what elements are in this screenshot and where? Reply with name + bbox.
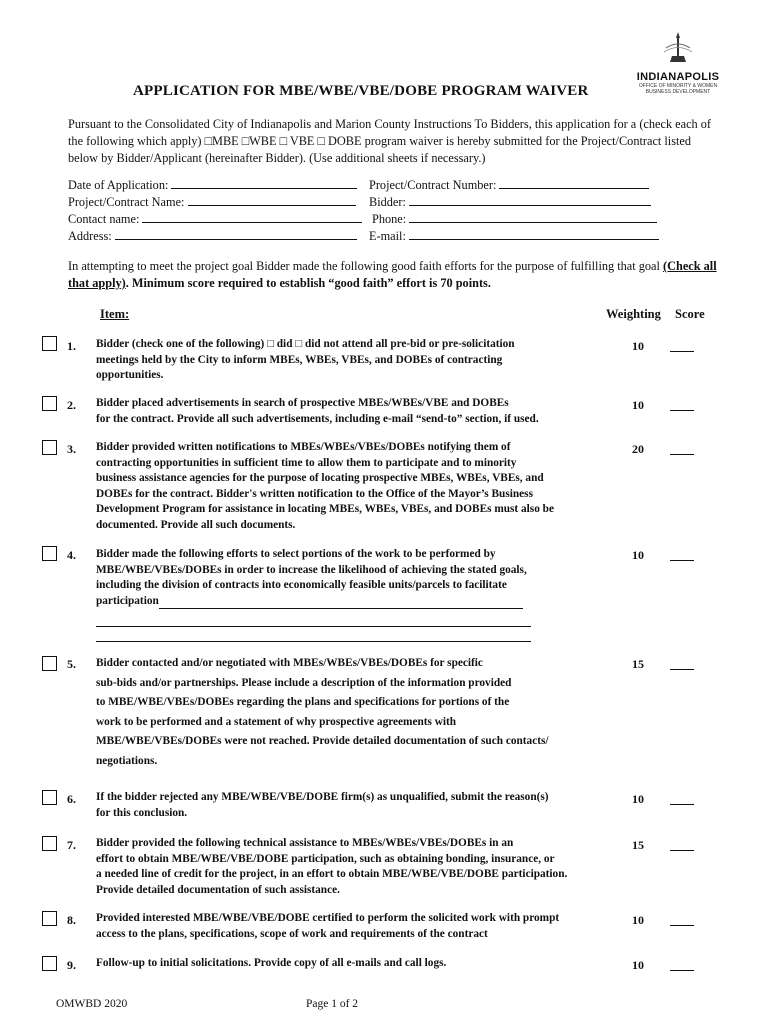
item-3-line: documented. Provide all such documents. bbox=[96, 518, 296, 531]
item-9-checkbox[interactable] bbox=[42, 956, 57, 971]
item-6-line: for this conclusion. bbox=[96, 806, 188, 819]
goal-statement bbox=[68, 258, 723, 292]
item-6-number: 6. bbox=[67, 792, 76, 806]
logo-brand: INDIANAPOLIS bbox=[636, 71, 720, 83]
project-number-blank[interactable] bbox=[499, 178, 649, 189]
project-name-label: Project/Contract Name: bbox=[68, 195, 185, 209]
item-5-text bbox=[96, 654, 616, 771]
item-1-line: meetings held by the City to inform MBEs, WBEs, VBEs, and DOBEs of contracting bbox=[96, 353, 503, 366]
participation-blank[interactable] bbox=[159, 596, 523, 609]
participation-blank-lines[interactable] bbox=[96, 612, 531, 642]
item-3-line: DOBEs for the contract. Bidder's written notification to the Office of the Mayor’s Business bbox=[96, 487, 533, 500]
item-7-line: a needed line of credit for the project, in an effort to obtain MBE/WBE/VBE/DOBE participation. bbox=[96, 868, 568, 880]
item-1-score-blank[interactable] bbox=[670, 351, 694, 352]
participation-blank[interactable] bbox=[96, 612, 531, 627]
item-4-line: Bidder made the following efforts to select portions of the work to be performed by bbox=[96, 548, 496, 560]
address-blank[interactable] bbox=[115, 229, 357, 240]
phone-field[interactable] bbox=[372, 212, 657, 227]
address-field[interactable] bbox=[68, 229, 357, 244]
item-6-score-blank[interactable] bbox=[670, 804, 694, 805]
item-8-number: 8. bbox=[67, 913, 76, 927]
item-4-score-blank[interactable] bbox=[670, 560, 694, 561]
item-5-line: work to be performed and a statement of why prospective agreements with bbox=[96, 715, 457, 728]
score-column-header: Score bbox=[675, 307, 705, 321]
contact-label: Contact name: bbox=[68, 212, 140, 226]
item-6-text bbox=[96, 790, 616, 821]
project-name-field[interactable] bbox=[68, 195, 356, 210]
bidder-label: Bidder: bbox=[369, 195, 406, 209]
item-3-number: 3. bbox=[67, 442, 76, 456]
phone-blank[interactable] bbox=[409, 212, 657, 223]
email-label: E-mail: bbox=[369, 229, 406, 243]
item-4-text bbox=[96, 547, 616, 609]
item-8-score-blank[interactable] bbox=[670, 925, 694, 926]
item-5-checkbox[interactable] bbox=[42, 656, 57, 671]
item-8-line: access to the plans, specifications, scope of work and requirements of the contract bbox=[96, 927, 488, 940]
phone-label: Phone: bbox=[372, 212, 407, 226]
item-4-line: including the division of contracts into economically feasible units/parcels to facilitate bbox=[96, 579, 507, 591]
email-blank[interactable] bbox=[409, 229, 659, 240]
address-label: Address: bbox=[68, 229, 112, 243]
item-1-text bbox=[96, 337, 616, 384]
item-1-number: 1. bbox=[67, 339, 76, 353]
indianapolis-logo bbox=[628, 30, 728, 100]
item-7-weight: 15 bbox=[632, 838, 644, 852]
item-2-text bbox=[96, 396, 616, 427]
intro-paragraph: Pursuant to the Consolidated City of Indianapolis and Marion County Instructions To Bidders, this application for a (check each of the following which apply) □MBE □WBE □ VBE □ DOBE program waiver is hereby submitted for the Project/Contract listed below by Bidder/Applicant (hereinafter Bidder). (Use additional sheets if necessary.) bbox=[68, 117, 712, 165]
item-9-line: Follow-up to initial solicitations. Provide copy of all e-mails and call logs. bbox=[96, 957, 447, 969]
item-5-line: Bidder contacted and/or negotiated with MBEs/WBEs/VBEs/DOBEs for specific bbox=[96, 657, 483, 669]
item-3-weight: 20 bbox=[632, 442, 644, 456]
item-5-score-blank[interactable] bbox=[670, 669, 694, 670]
monument-icon bbox=[658, 30, 698, 64]
item-2-line: Bidder placed advertisements in search of prospective MBEs/WBEs/VBE and DOBEs bbox=[96, 397, 509, 409]
goal-text: In attempting to meet the project goal Bidder made the following good faith efforts for the purpose of fulfilling that goal bbox=[68, 259, 660, 273]
date-label: Date of Application: bbox=[68, 178, 169, 192]
item-4-line: MBE/WBE/VBEs/DOBEs in order to increase the likelihood of achieving the stated goals, bbox=[96, 563, 527, 576]
item-3-line: Development Program for assistance in locating MBEs, WBEs, VBEs, and DOBEs must also be bbox=[96, 503, 554, 515]
item-5-line: MBE/WBE/VBEs/DOBEs were not reached. Provide detailed documentation of such contacts/ bbox=[96, 735, 549, 747]
email-field[interactable] bbox=[369, 229, 659, 244]
item-7-number: 7. bbox=[67, 838, 76, 852]
item-2-number: 2. bbox=[67, 398, 76, 412]
item-3-line: Bidder provided written notifications to MBEs/WBEs/VBEs/DOBEs notifying them of bbox=[96, 441, 511, 453]
item-5-weight: 15 bbox=[632, 657, 644, 671]
logo-subtitle-2: BUSINESS DEVELOPMENT bbox=[645, 89, 711, 95]
item-7-checkbox[interactable] bbox=[42, 836, 57, 851]
project-number-field[interactable] bbox=[369, 178, 649, 193]
item-6-weight: 10 bbox=[632, 792, 644, 806]
check-all-note: (Check all that apply) bbox=[68, 259, 717, 290]
contact-blank[interactable] bbox=[142, 212, 362, 223]
weighting-column-header: Weighting bbox=[606, 307, 661, 321]
item-7-line: Bidder provided the following technical assistance to MBEs/WBEs/VBEs/DOBEs in an bbox=[96, 837, 514, 849]
item-1-weight: 10 bbox=[632, 339, 644, 353]
date-of-application-field[interactable] bbox=[68, 178, 357, 193]
item-4-line: participation bbox=[96, 594, 159, 607]
item-2-score-blank[interactable] bbox=[670, 410, 694, 411]
item-2-line: for the contract. Provide all such advertisements, including e-mail “send-to” section, if used. bbox=[96, 412, 539, 425]
participation-blank[interactable] bbox=[96, 627, 531, 642]
item-5-line: negotiations. bbox=[96, 754, 158, 767]
item-2-weight: 10 bbox=[632, 398, 644, 412]
item-2-checkbox[interactable] bbox=[42, 396, 57, 411]
item-6-checkbox[interactable] bbox=[42, 790, 57, 805]
item-5-line: to MBE/WBE/VBEs/DOBEs regarding the plans and specifications for portions of the bbox=[96, 696, 510, 708]
date-blank[interactable] bbox=[171, 178, 357, 189]
minimum-score-note: . Minimum score required to establish “good faith” effort is 70 points. bbox=[125, 276, 491, 290]
item-8-text bbox=[96, 911, 626, 942]
project-name-blank[interactable] bbox=[188, 195, 356, 206]
item-9-score-blank[interactable] bbox=[670, 970, 694, 971]
item-4-number: 4. bbox=[67, 548, 76, 562]
item-4-checkbox[interactable] bbox=[42, 546, 57, 561]
item-8-line: Provided interested MBE/WBE/VBE/DOBE certified to perform the solicited work with prompt bbox=[96, 912, 560, 924]
item-3-line: business assistance agencies for the purpose of locating prospective MBEs, WBEs, VBEs, and bbox=[96, 472, 544, 484]
item-7-line: effort to obtain MBE/WBE/VBE/DOBE participation, such as obtaining bonding, insurance, or bbox=[96, 852, 555, 865]
item-column-header: Item: bbox=[100, 307, 130, 321]
logo-subtitle-1: OFFICE OF MINORITY & WOMEN bbox=[638, 83, 718, 89]
item-8-weight: 10 bbox=[632, 913, 644, 927]
item-3-text bbox=[96, 440, 616, 533]
item-7-text bbox=[96, 836, 636, 898]
item-6-line: If the bidder rejected any MBE/WBE/VBE/DOBE firm(s) as unqualified, submit the reason(s) bbox=[96, 791, 549, 803]
project-number-label: Project/Contract Number: bbox=[369, 178, 497, 192]
item-9-number: 9. bbox=[67, 958, 76, 972]
item-9-weight: 10 bbox=[632, 958, 644, 972]
item-3-line: contracting opportunities in sufficient time to allow them to participate and to minority bbox=[96, 456, 517, 469]
item-1-checkbox[interactable] bbox=[42, 336, 57, 351]
form-code: OMWBD 2020 bbox=[56, 998, 128, 1010]
item-1-line: opportunities. bbox=[96, 369, 164, 381]
item-4-weight: 10 bbox=[632, 548, 644, 562]
contact-name-field[interactable] bbox=[68, 212, 362, 227]
item-9-text bbox=[96, 956, 616, 972]
bidder-blank[interactable] bbox=[409, 195, 651, 206]
item-3-checkbox[interactable] bbox=[42, 440, 57, 455]
item-5-number: 5. bbox=[67, 657, 76, 671]
page-title: APPLICATION FOR MBE/WBE/VBE/DOBE PROGRAM WAIVER bbox=[133, 83, 589, 99]
item-7-score-blank[interactable] bbox=[670, 850, 694, 851]
item-8-checkbox[interactable] bbox=[42, 911, 57, 926]
page-number: Page 1 of 2 bbox=[306, 998, 359, 1010]
item-3-score-blank[interactable] bbox=[670, 454, 694, 455]
item-7-line: Provide detailed documentation of such assistance. bbox=[96, 883, 340, 896]
bidder-field[interactable] bbox=[369, 195, 651, 210]
item-1-line: Bidder (check one of the following) □ did □ did not attend all pre-bid or pre-solicitation bbox=[96, 338, 515, 350]
item-5-line: sub-bids and/or partnerships. Please include a description of the information provided bbox=[96, 676, 512, 689]
